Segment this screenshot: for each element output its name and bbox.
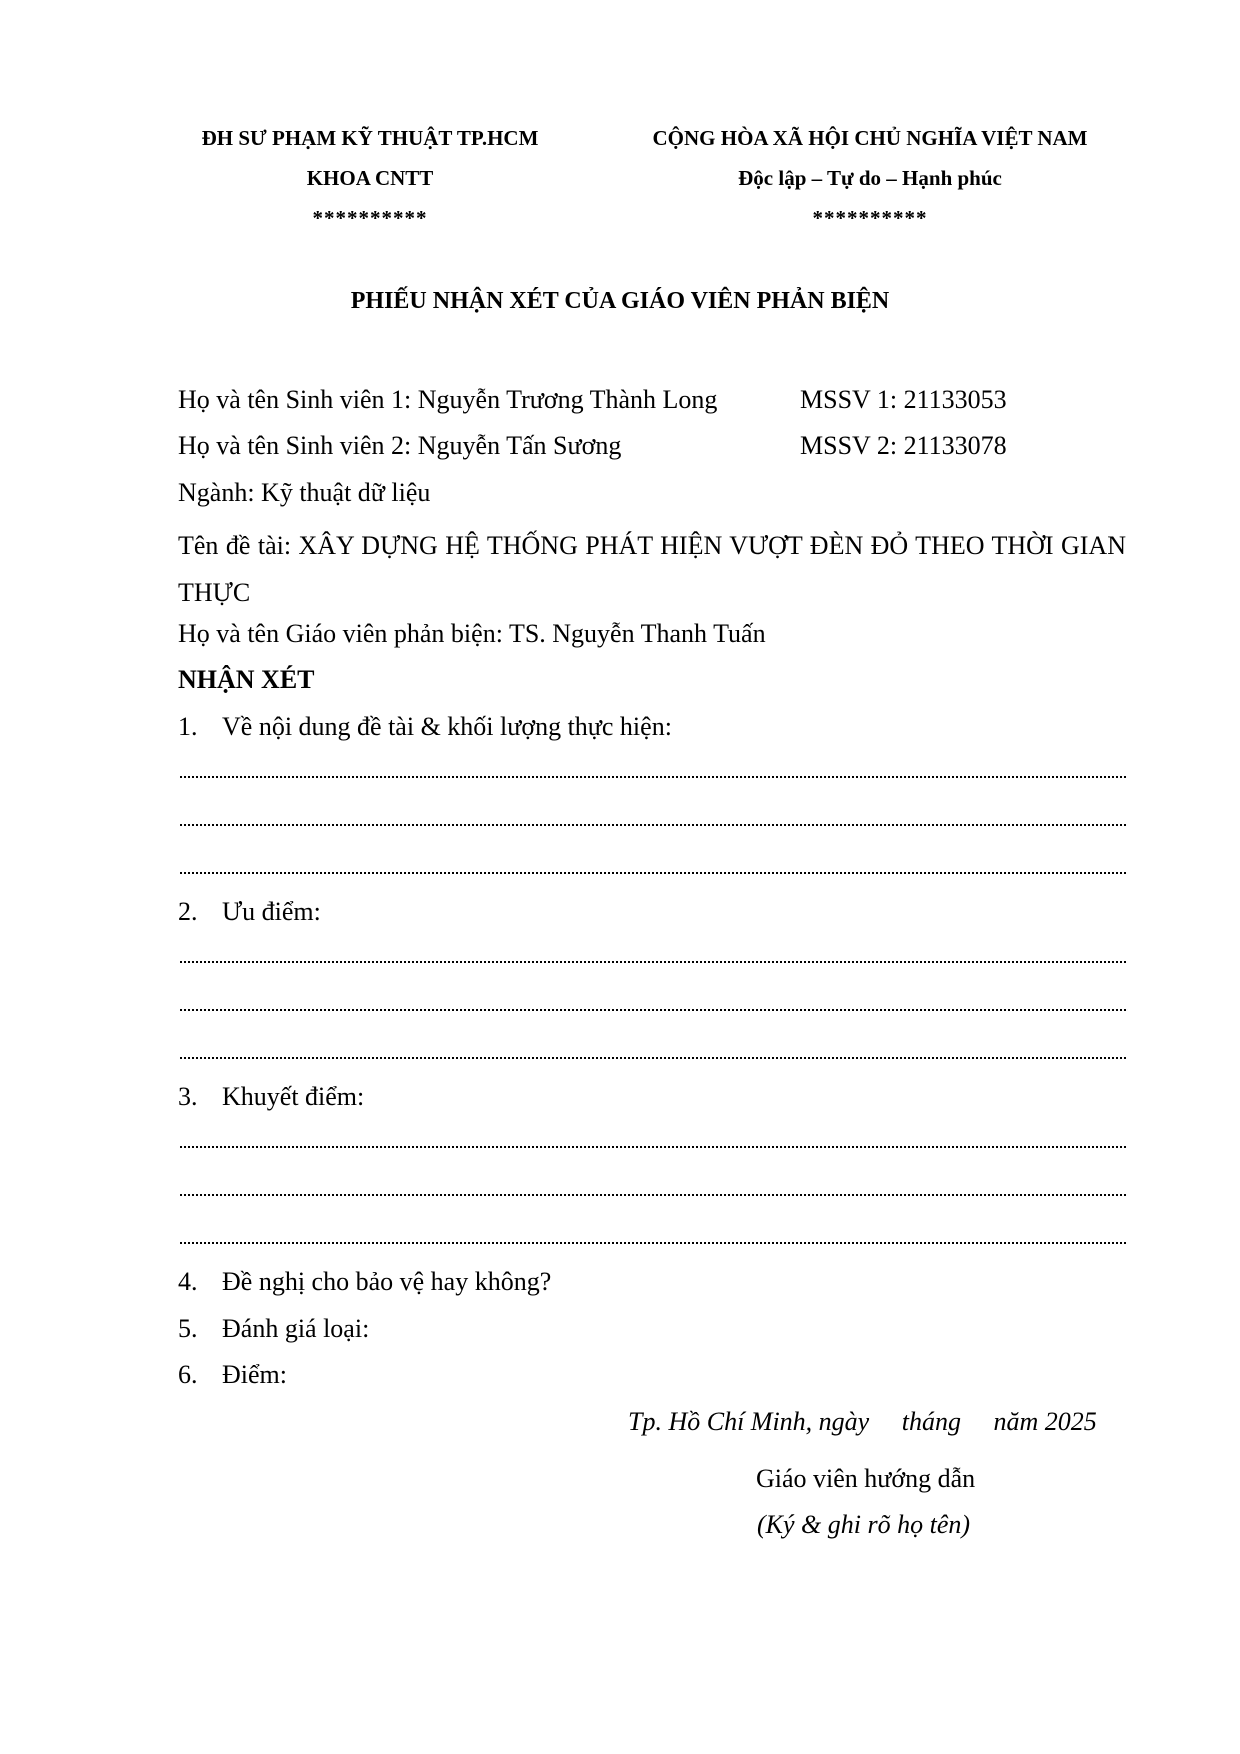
document-title: PHIẾU NHẬN XÉT CỦA GIÁO VIÊN PHẢN BIỆN [350,288,890,314]
mssv2-line: MSSV 2: 21133078 [800,431,1007,460]
item-weaknesses [178,1081,364,1113]
student1-line: Họ và tên Sinh viên 1: Nguyễn Trương Thành Long [178,385,718,414]
item-number: 3. [178,1082,198,1111]
item-strengths [178,896,321,928]
answer-line[interactable] [180,814,1126,826]
signature-date-line: Tp. Hồ Chí Minh, ngày tháng năm 2025 [628,1407,1097,1436]
item-rating [178,1313,369,1345]
header-university [150,118,590,238]
item-number: 1. [178,712,198,741]
faculty-name: KHOA CNTT [306,166,434,190]
answer-line[interactable] [180,1232,1126,1244]
item-label: Khuyết điểm: [222,1082,365,1111]
item-label: Về nội dung đề tài & khối lượng thực hiện: [222,712,672,741]
signature-note: (Ký & ghi rõ họ tên) [757,1510,971,1539]
answer-line[interactable] [180,862,1126,874]
national-title: CỘNG HÒA XÃ HỘI CHỦ NGHĨA VIỆT NAM [652,126,1088,150]
item-label: Điểm: [222,1360,287,1389]
item-label: Đề nghị cho bảo vệ hay không? [222,1267,552,1296]
header-left-stars: ********** [312,206,428,230]
item-content [178,711,672,743]
topic-line: Tên đề tài: XÂY DỰNG HỆ THỐNG PHÁT HIỆN VƯỢT ĐÈN ĐỎ THEO THỜI GIAN THỰC [178,531,1126,607]
major-line: Ngành: Kỹ thuật dữ liệu [178,478,431,507]
answer-line[interactable] [180,1136,1126,1148]
item-label: Ưu điểm: [222,897,321,926]
mssv1-line: MSSV 1: 21133053 [800,385,1007,414]
item-label: Đánh giá loại: [222,1314,370,1343]
item-number: 6. [178,1360,198,1389]
signature-role: Giáo viên hướng dẫn [756,1464,976,1493]
item-number: 2. [178,897,198,926]
item-number: 4. [178,1267,198,1296]
header-national [620,118,1120,238]
answer-line[interactable] [180,1184,1126,1196]
answer-line[interactable] [180,1047,1126,1059]
answer-line[interactable] [180,951,1126,963]
national-motto: Độc lập – Tự do – Hạnh phúc [738,166,1002,190]
header-right-stars: ********** [812,206,928,230]
item-number: 5. [178,1314,198,1343]
item-score [178,1359,287,1391]
item-defense-proposal [178,1266,551,1298]
reviewer-line: Họ và tên Giáo viên phản biện: TS. Nguyễn Thanh Tuấn [178,619,766,648]
section-heading: NHẬN XÉT [178,665,315,694]
university-name: ĐH SƯ PHẠM KỸ THUẬT TP.HCM [201,126,539,150]
student2-line: Họ và tên Sinh viên 2: Nguyễn Tấn Sương [178,431,622,460]
answer-line[interactable] [180,766,1126,778]
answer-line[interactable] [180,999,1126,1011]
